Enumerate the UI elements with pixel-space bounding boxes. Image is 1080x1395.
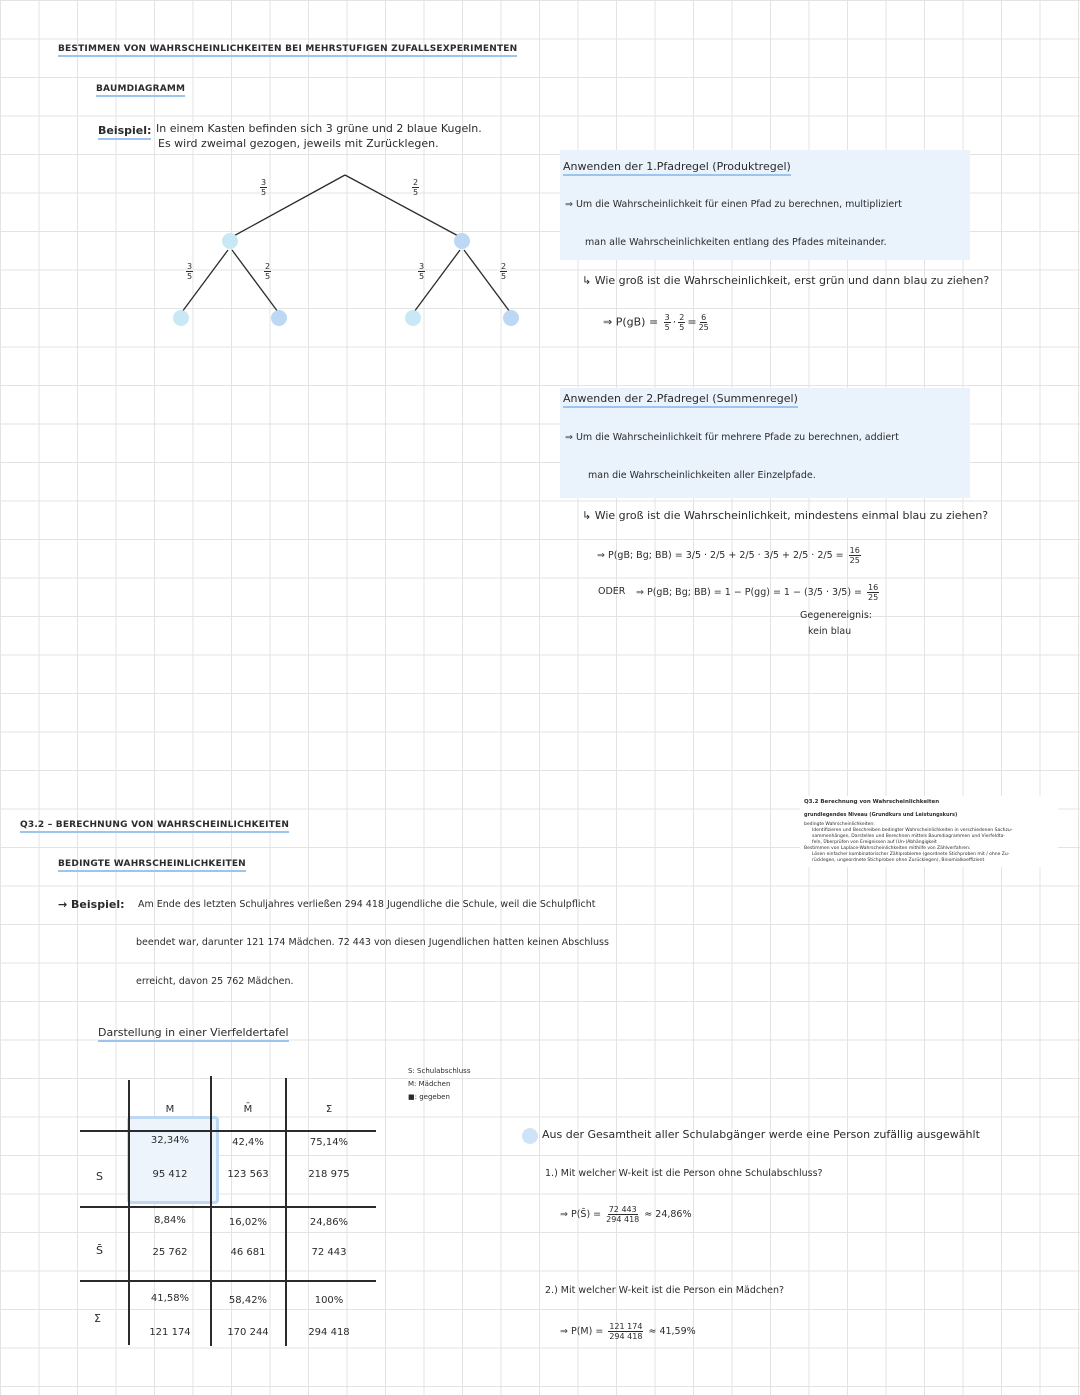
question-1: 1.) Mit welcher W-keit ist die Person ohne Schulabschluss? — [545, 1168, 823, 1179]
header-sum: Σ — [325, 1104, 333, 1115]
tree-prob-l1-left: $\frac{3}{5}$ — [261, 178, 267, 197]
rule2-calc2: ⇒ P(gB; Bg; BB) = 1 − P(gg) = 1 − (3/5 · 3/5) = $\frac{16}{25}$ — [636, 583, 879, 602]
curriculum-box — [800, 796, 1058, 867]
rule1-heading: Anwenden der 1.Pfadregel (Produktregel) — [563, 160, 791, 176]
cell-s-mbar-abs: 123 563 — [227, 1169, 269, 1180]
intro-text: Aus der Gesamtheit aller Schulabgänger werde eine Person zufällig ausgewählt — [542, 1128, 980, 1141]
legend-s: S: Schulabschluss — [408, 1067, 471, 1075]
section-title-mehrstufig: BESTIMMEN VON WAHRSCHEINLICHKEITEN BEI MEHRSTUFIGEN ZUFALLSEXPERIMENTEN — [58, 44, 517, 57]
gegenereignis-text: kein blau — [808, 626, 852, 637]
vierfeldertafel-label: Darstellung in einer Vierfeldertafel — [98, 1026, 289, 1042]
row-label-s-bar: S̄ — [96, 1244, 103, 1257]
subtitle-baumdiagramm: BAUMDIAGRAMM — [96, 84, 185, 97]
rule2-line1: ⇒ Um die Wahrscheinlichkeit für mehrere Pfade zu berechnen, addiert — [565, 432, 899, 443]
cell-sum-m-pct: 41,58% — [150, 1293, 190, 1304]
subtitle-bedingte: BEDINGTE WAHRSCHEINLICHKEITEN — [58, 859, 246, 872]
example1-line1: In einem Kasten befinden sich 3 grüne und 2 blaue Kugeln. — [156, 122, 482, 135]
cell-s-m-abs: 95 412 — [152, 1169, 188, 1180]
question-2: 2.) Mit welcher W-keit ist die Person ein Mädchen? — [545, 1285, 785, 1296]
cell-sbar-m-pct: 8,84% — [154, 1215, 186, 1226]
cell-s-m-pct: 32,34% — [150, 1135, 190, 1146]
tree-prob-l2-c: $\frac{3}{5}$ — [419, 262, 425, 281]
rule2-line2: man die Wahrscheinlichkeiten aller Einzelpfade. — [588, 470, 816, 481]
gegenereignis-label: Gegenereignis: — [800, 610, 872, 621]
rule2-oder: ODER — [598, 586, 626, 597]
curriculum-item: feln, Überprüfen von Ereignissen auf (Un-)Abhängigkeit — [812, 840, 937, 845]
example2-line2: beendet war, darunter 121 174 Mädchen. 72 443 von diesen Jugendlichen hatten keinen Abschluss — [136, 937, 609, 948]
cell-sum-mbar-abs: 170 244 — [227, 1327, 269, 1338]
tree-prob-l1-right: $\frac{2}{5}$ — [413, 178, 419, 197]
example2-line3: erreicht, davon 25 762 Mädchen. — [136, 976, 294, 987]
legend-gegeben: ■: gegeben — [408, 1093, 450, 1101]
row-label-sum: Σ — [94, 1312, 101, 1325]
tree-node-gg — [173, 310, 189, 326]
cell-sbar-sum-abs: 72 443 — [311, 1247, 347, 1258]
rule2-calc1: ⇒ P(gB; Bg; BB) = 3/5 · 2/5 + 2/5 · 3/5 + 2/5 · 2/5 = $\frac{16}{25}$ — [597, 546, 860, 565]
cell-sum-mbar-pct: 58,42% — [228, 1295, 268, 1306]
curriculum-heading: Q3.2 Berechnung von Wahrscheinlichkeiten — [804, 799, 940, 805]
tree-prob-l2-a: $\frac{3}{5}$ — [187, 262, 193, 281]
rule1-line2: man alle Wahrscheinlichkeiten entlang des Pfades miteinander. — [585, 237, 887, 248]
tree-node-bb — [503, 310, 519, 326]
cell-sum-sum-pct: 100% — [314, 1295, 344, 1306]
row-label-s: S — [96, 1170, 103, 1183]
cell-sbar-mbar-abs: 46 681 — [230, 1247, 266, 1258]
cell-sbar-m-abs: 25 762 — [152, 1247, 188, 1258]
question-2-calc: ⇒ P(M) = $\frac{121 174}{294 418}$ ≈ 41,59% — [560, 1322, 696, 1341]
bullet-circle — [522, 1128, 538, 1144]
tree-prob-l2-b: $\frac{2}{5}$ — [265, 262, 271, 281]
cell-sbar-mbar-pct: 16,02% — [228, 1217, 268, 1228]
tree-node-gruen-1 — [222, 233, 238, 249]
tree-node-gb — [271, 310, 287, 326]
section-title-q32: Q3.2 – BERECHNUNG VON WAHRSCHEINLICHKEITEN — [20, 820, 289, 833]
curriculum-item: Identifizieren und Beschreiben bedingter Wahrscheinlichkeiten in verschiedenen Sachzu- — [812, 828, 1013, 833]
example-label-2: → Beispiel: — [58, 898, 125, 911]
cell-sbar-sum-pct: 24,86% — [309, 1217, 349, 1228]
curriculum-item: Lösen einfacher kombinatorischer Zählprobleme (geordnete Stichproben mit / ohne Zu- — [812, 852, 1010, 857]
curriculum-item: rücklegen, ungeordnete Stichproben ohne Zurücklegen), Binomialkoeffizient — [812, 858, 985, 863]
question-1-calc: ⇒ P(S̄) = $\frac{72 443}{294 418}$ ≈ 24,86% — [560, 1205, 692, 1224]
rule1-calculation: ⇒ P(gB) = $\frac{3}{5}$ · $\frac{2}{5}$ = $\frac{6}{25}$ — [603, 313, 709, 332]
tree-node-bg — [405, 310, 421, 326]
legend-m: M: Mädchen — [408, 1080, 451, 1088]
cell-sum-sum-abs: 294 418 — [308, 1327, 350, 1338]
cell-s-sum-abs: 218 975 — [308, 1169, 350, 1180]
curriculum-item: bedingte Wahrscheinlichkeiten: — [804, 822, 875, 827]
tree-node-blau-1 — [454, 233, 470, 249]
rule2-heading: Anwenden der 2.Pfadregel (Summenregel) — [563, 392, 798, 408]
example-label-1: Beispiel: — [98, 124, 151, 140]
curriculum-item: sammenhängen, Darstellen und Berechnen mittels Baumdiagrammen und Vierfeldta- — [812, 834, 1006, 839]
rule1-question: ↳ Wie groß ist die Wahrscheinlichkeit, erst grün und dann blau zu ziehen? — [582, 274, 990, 287]
curriculum-item: Bestimmen von Laplace-Wahrscheinlichkeiten mithilfe von Zählverfahren: — [804, 846, 971, 851]
example1-line2: Es wird zweimal gezogen, jeweils mit Zurücklegen. — [158, 137, 439, 150]
tree-prob-l2-d: $\frac{2}{5}$ — [501, 262, 507, 281]
header-m: M — [165, 1104, 175, 1115]
cell-s-sum-pct: 75,14% — [309, 1137, 349, 1148]
tree-diagram-lines — [0, 0, 560, 340]
cell-sum-m-abs: 121 174 — [149, 1327, 191, 1338]
curriculum-level: grundlegendes Niveau (Grundkurs und Leistungskurs) — [804, 812, 958, 818]
header-m-bar: M̄ — [243, 1104, 253, 1115]
cell-s-mbar-pct: 42,4% — [232, 1137, 264, 1148]
rule2-question: ↳ Wie groß ist die Wahrscheinlichkeit, mindestens einmal blau zu ziehen? — [582, 509, 989, 522]
rule1-line1: ⇒ Um die Wahrscheinlichkeit für einen Pfad zu berechnen, multipliziert — [565, 199, 902, 210]
example2-line1: Am Ende des letzten Schuljahres verließen 294 418 Jugendliche die Schule, weil die Schulpflicht — [138, 899, 596, 910]
